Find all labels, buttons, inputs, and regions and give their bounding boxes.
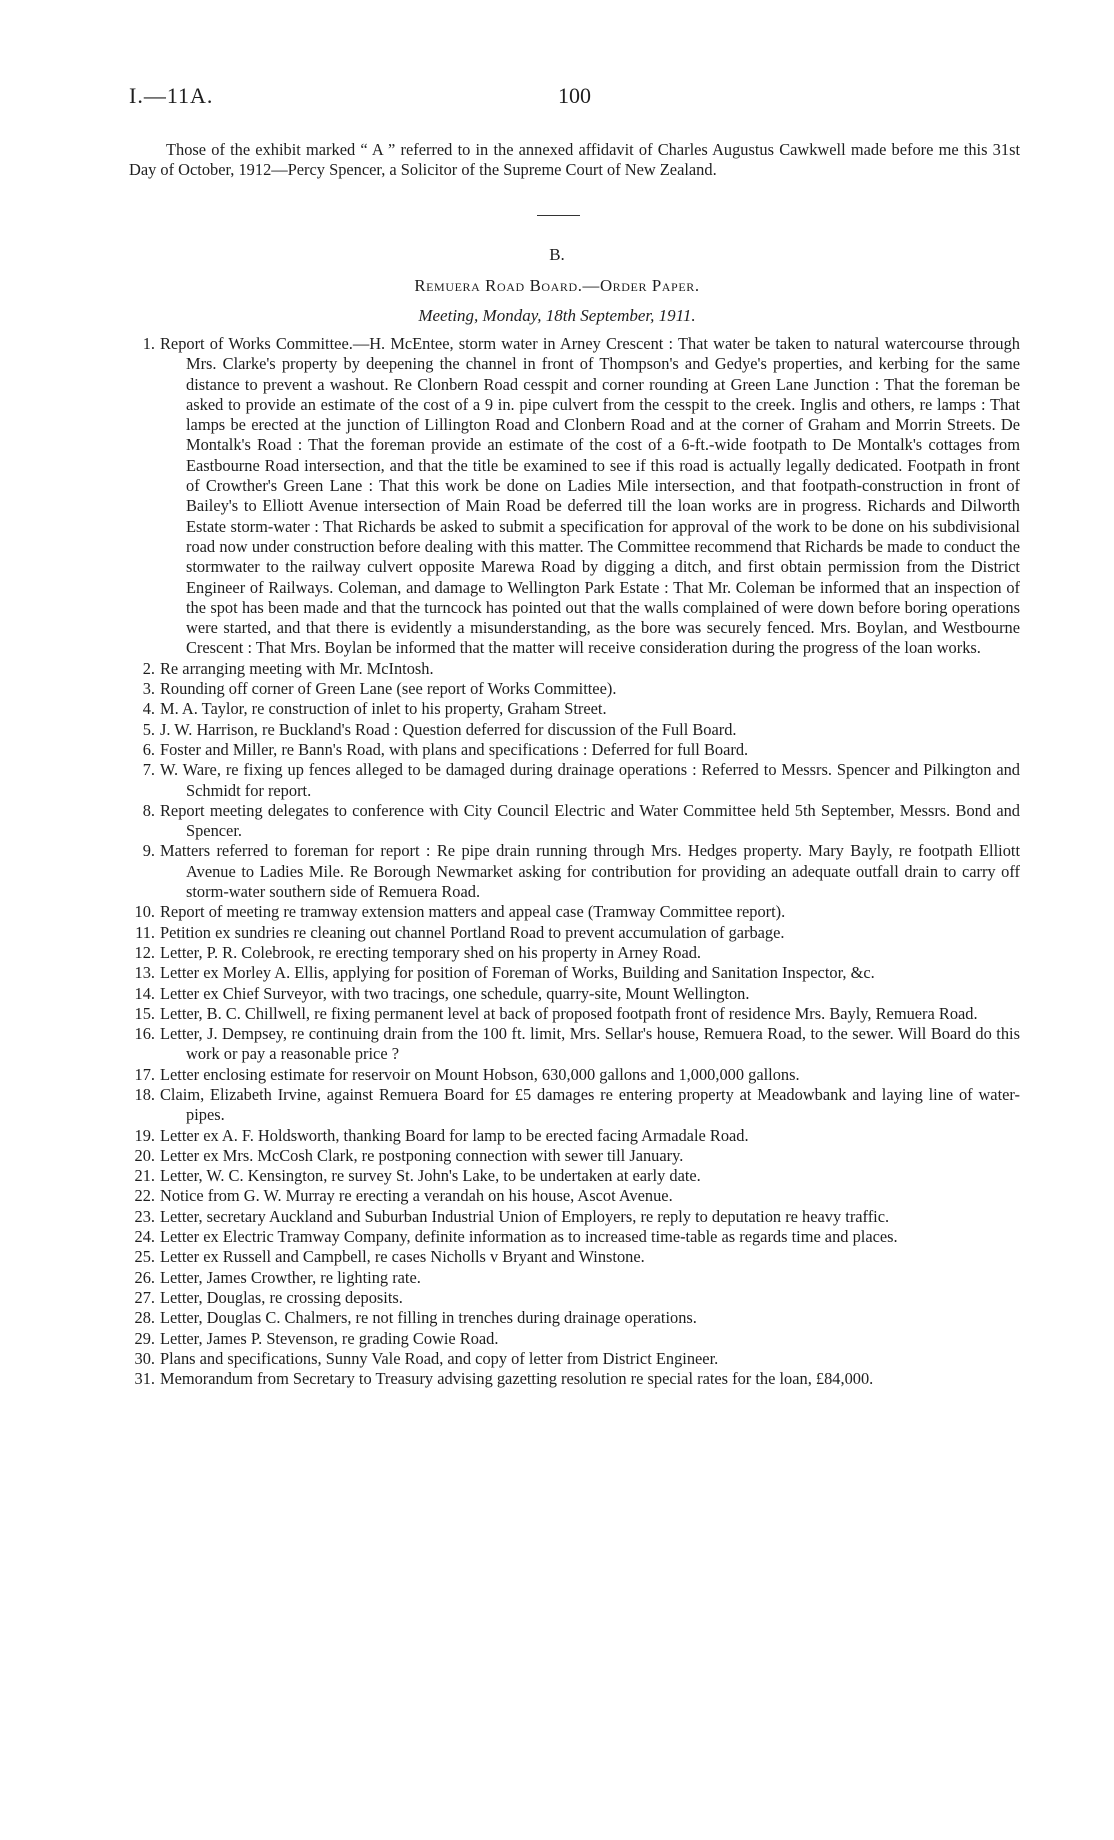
exhibit-intro-paragraph: Those of the exhibit marked “ A ” referred to in the annexed affidavit of Charles Augustus Cawkwell made before me this 31st Day of October, 1912—Percy Spencer, a Solicitor of the Supreme Court of New Zealand.: [129, 140, 1020, 179]
item-number: 30.: [134, 1348, 155, 1368]
item-text: Letter ex Electric Tramway Company, definite information as to increased time-table as regards time and places.: [160, 1227, 898, 1247]
item-text: Foster and Miller, re Bann's Road, with plans and specifications : Deferred for full Board.: [160, 739, 749, 759]
item-text: Letter ex A. F. Holdsworth, thanking Board for lamp to be erected facing Armadale Road.: [160, 1125, 749, 1145]
item-number: 2.: [142, 658, 155, 678]
item-text: Plans and specifications, Sunny Vale Road, and copy of letter from District Engineer.: [160, 1348, 719, 1368]
item-text: Letter, W. C. Kensington, re survey St. John's Lake, to be undertaken at early date.: [160, 1166, 701, 1186]
list-item: [123, 1166, 1020, 1186]
list-item: [123, 740, 1020, 760]
meeting-date-subtitle: Meeting, Monday, 18th September, 1911.: [418, 306, 696, 325]
item-number: 24.: [134, 1227, 155, 1247]
item-text: Letter ex Chief Surveyor, with two tracings, one schedule, quarry-site, Mount Wellington.: [160, 983, 750, 1003]
item-number: 6.: [142, 739, 155, 759]
item-text: W. Ware, re fixing up fences alleged to be damaged during drainage operations : Referred to Messrs. Spencer and Pilkington and Schmidt for report.: [160, 760, 1020, 800]
item-number: 15.: [134, 1003, 155, 1023]
item-text: Report of Works Committee.—H. McEntee, storm water in Arney Crescent : That water be taken to natural watercourse through Mrs. Clarke's property by deepening the channel in front of Thompson's and Gedye's properties, and kerbing for the same distance to prevent a washout. Re Clonbern Road cesspit and corner rounding at Green Lane Junction : That the foreman be asked to provide an estimate of the cost of a 9 in. pipe culvert from the cesspit to the creek. Inglis and others, re lamps : That lamps be erected at the junction of Lillington Road and Clonbern Road and at the corner of Graham and Morrin Streets. De Montalk's Road : That the foreman provide an estimate of the cost of a 6-ft.-wide footpath to De Montalk's cottages from Eastbourne Road intersection, and that the title be examined to see if this road is actually legally dedicated. Footpath in front of Crowther's Green Lane : That this work be done on Ladies Mile intersection, and that footpath-construction in front of Bailey's to Elliott Avenue intersection of Main Road be deferred till the loan works are in progress. Richards and Dilworth Estate storm-water : That Richards be asked to submit a specification for approval of the work to be done on his subdivisional road now under construction before dealing with this matter. The Committee recommend that Richards be made to conduct the stormwater to the railway culvert opposite Marewa Road by digging a ditch, and first obtain permission from the District Engineer of Railways. Coleman, and damage to Wellington Park Estate : That Mr. Coleman be informed that an inspection of the spot has been made and that the turncock has pointed out that the walls complained of were down before boring operations were started, and that there is evidently a misunderstanding, as the bore was securely fenced. Mrs. Boylan, and Westbourne Crescent : That Mrs. Boylan be informed that the matter will receive consideration during the progress of the loan works.: [160, 334, 1020, 658]
list-item: [123, 1329, 1020, 1349]
list-item: [123, 1268, 1020, 1288]
list-item: [123, 720, 1020, 740]
item-text: Letter, James P. Stevenson, re grading Cowie Road.: [160, 1328, 499, 1348]
item-number: 3.: [142, 679, 155, 699]
item-text: Report meeting delegates to conference with City Council Electric and Water Committee held 5th September, Messrs. Bond and Spencer.: [160, 800, 1020, 841]
item-number: 5.: [142, 719, 155, 739]
item-text: M. A. Taylor, re construction of inlet to his property, Graham Street.: [160, 699, 607, 719]
item-text: Letter ex Mrs. McCosh Clark, re postponing connection with sewer till January.: [160, 1145, 684, 1165]
item-text: Letter, J. Dempsey, re continuing drain from the 100 ft. limit, Mrs. Sellar's house, Remuera Road, to the sewer. Will Board do this work or pay a reasonable price ?: [160, 1024, 1020, 1064]
list-item: [123, 1146, 1020, 1166]
item-number: 31.: [134, 1369, 155, 1389]
list-item: [123, 1227, 1020, 1247]
list-item: [123, 923, 1020, 943]
item-number: 4.: [142, 699, 155, 719]
section-divider: [537, 215, 580, 216]
item-text: Matters referred to foreman for report : Re pipe drain running through Mrs. Hedges property. Mary Bayly, re footpath Elliott Avenue to Ladies Mile. Re Borough Newmarket asking for contribution for providing an adequate outfall drain to carry off storm-water southern side of Remuera Road.: [160, 841, 1020, 902]
page-header: [129, 83, 1020, 113]
item-text: Letter, James Crowther, re lighting rate.: [160, 1267, 421, 1287]
item-text: Letter, secretary Auckland and Suburban Industrial Union of Employers, re reply to deputation re heavy traffic.: [160, 1206, 890, 1226]
item-number: 9.: [142, 841, 155, 861]
list-item: [123, 1085, 1020, 1126]
item-text: Letter enclosing estimate for reservoir on Mount Hobson, 630,000 gallons and 1,000,000 gallons.: [160, 1064, 800, 1084]
item-text: Letter, P. R. Colebrook, re erecting temporary shed on his property in Arney Road.: [160, 942, 702, 962]
list-item: [123, 1065, 1020, 1085]
document-title: Remuera Road Board.—Order Paper.: [414, 276, 700, 295]
item-number: 10.: [134, 902, 155, 922]
list-item: [123, 841, 1020, 902]
section-letter: B.: [549, 245, 565, 264]
item-number: 18.: [134, 1084, 155, 1104]
item-number: 7.: [142, 760, 155, 780]
item-number: 28.: [134, 1308, 155, 1328]
item-text: Report of meeting re tramway extension matters and appeal case (Tramway Committee report).: [160, 902, 786, 922]
item-number: 11.: [135, 922, 155, 942]
parliamentary-paper-reference: I.—11A.: [129, 83, 214, 108]
item-number: 12.: [134, 942, 155, 962]
list-item: [123, 699, 1020, 719]
item-text: Memorandum from Secretary to Treasury advising gazetting resolution re special rates for the loan, £84,000.: [160, 1369, 874, 1389]
item-number: 1.: [142, 334, 155, 353]
item-text: Letter ex Morley A. Ellis, applying for position of Foreman of Works, Building and Sanitation Inspector, &c.: [160, 963, 875, 983]
item-number: 25.: [134, 1247, 155, 1267]
item-number: 17.: [134, 1064, 155, 1084]
list-item: [123, 1369, 1020, 1389]
order-paper-items: [123, 334, 1020, 1389]
item-text: Rounding off corner of Green Lane (see report of Works Committee).: [160, 679, 617, 699]
item-text: Letter, B. C. Chillwell, re fixing permanent level at back of proposed footpath front of residence Mrs. Bayly, Remuera Road.: [160, 1003, 978, 1023]
list-item: [123, 1126, 1020, 1146]
list-item: [123, 334, 1020, 659]
item-number: 8.: [142, 800, 155, 820]
list-item: [123, 1308, 1020, 1328]
list-item: [123, 902, 1020, 922]
list-item: [123, 1004, 1020, 1024]
page-number: 100: [558, 83, 591, 108]
item-number: 27.: [134, 1287, 155, 1307]
item-number: 20.: [134, 1145, 155, 1165]
item-text: J. W. Harrison, re Buckland's Road : Question deferred for discussion of the Full Board.: [160, 719, 737, 739]
list-item: [123, 963, 1020, 983]
item-text: Letter, Douglas, re crossing deposits.: [160, 1287, 403, 1307]
list-item: [123, 760, 1020, 801]
item-text: Letter, Douglas C. Chalmers, re not filling in trenches during drainage operations.: [160, 1308, 697, 1328]
list-item: [123, 1288, 1020, 1308]
list-item: [123, 679, 1020, 699]
item-text: Petition ex sundries re cleaning out channel Portland Road to prevent accumulation of garbage.: [160, 922, 785, 942]
list-item: [123, 943, 1020, 963]
item-number: 19.: [134, 1125, 155, 1145]
item-text: Claim, Elizabeth Irvine, against Remuera Board for £5 damages re entering property at Meadowbank and laying line of water-pipes.: [160, 1084, 1020, 1125]
item-number: 26.: [134, 1267, 155, 1287]
item-text: Letter ex Russell and Campbell, re cases Nicholls v Bryant and Winstone.: [160, 1247, 645, 1267]
list-item: [123, 1024, 1020, 1065]
item-text: Re arranging meeting with Mr. McIntosh.: [160, 658, 434, 678]
item-number: 23.: [134, 1206, 155, 1226]
item-number: 22.: [134, 1186, 155, 1206]
list-item: [123, 1207, 1020, 1227]
list-item: [123, 984, 1020, 1004]
list-item: [123, 1247, 1020, 1267]
item-text: Notice from G. W. Murray re erecting a verandah on his house, Ascot Avenue.: [160, 1186, 673, 1206]
item-number: 29.: [134, 1328, 155, 1348]
item-number: 13.: [134, 963, 155, 983]
list-item: [123, 659, 1020, 679]
item-number: 14.: [134, 983, 155, 1003]
list-item: [123, 1186, 1020, 1206]
item-number: 21.: [134, 1166, 155, 1186]
list-item: [123, 1349, 1020, 1369]
list-item: [123, 801, 1020, 842]
item-number: 16.: [134, 1024, 155, 1044]
